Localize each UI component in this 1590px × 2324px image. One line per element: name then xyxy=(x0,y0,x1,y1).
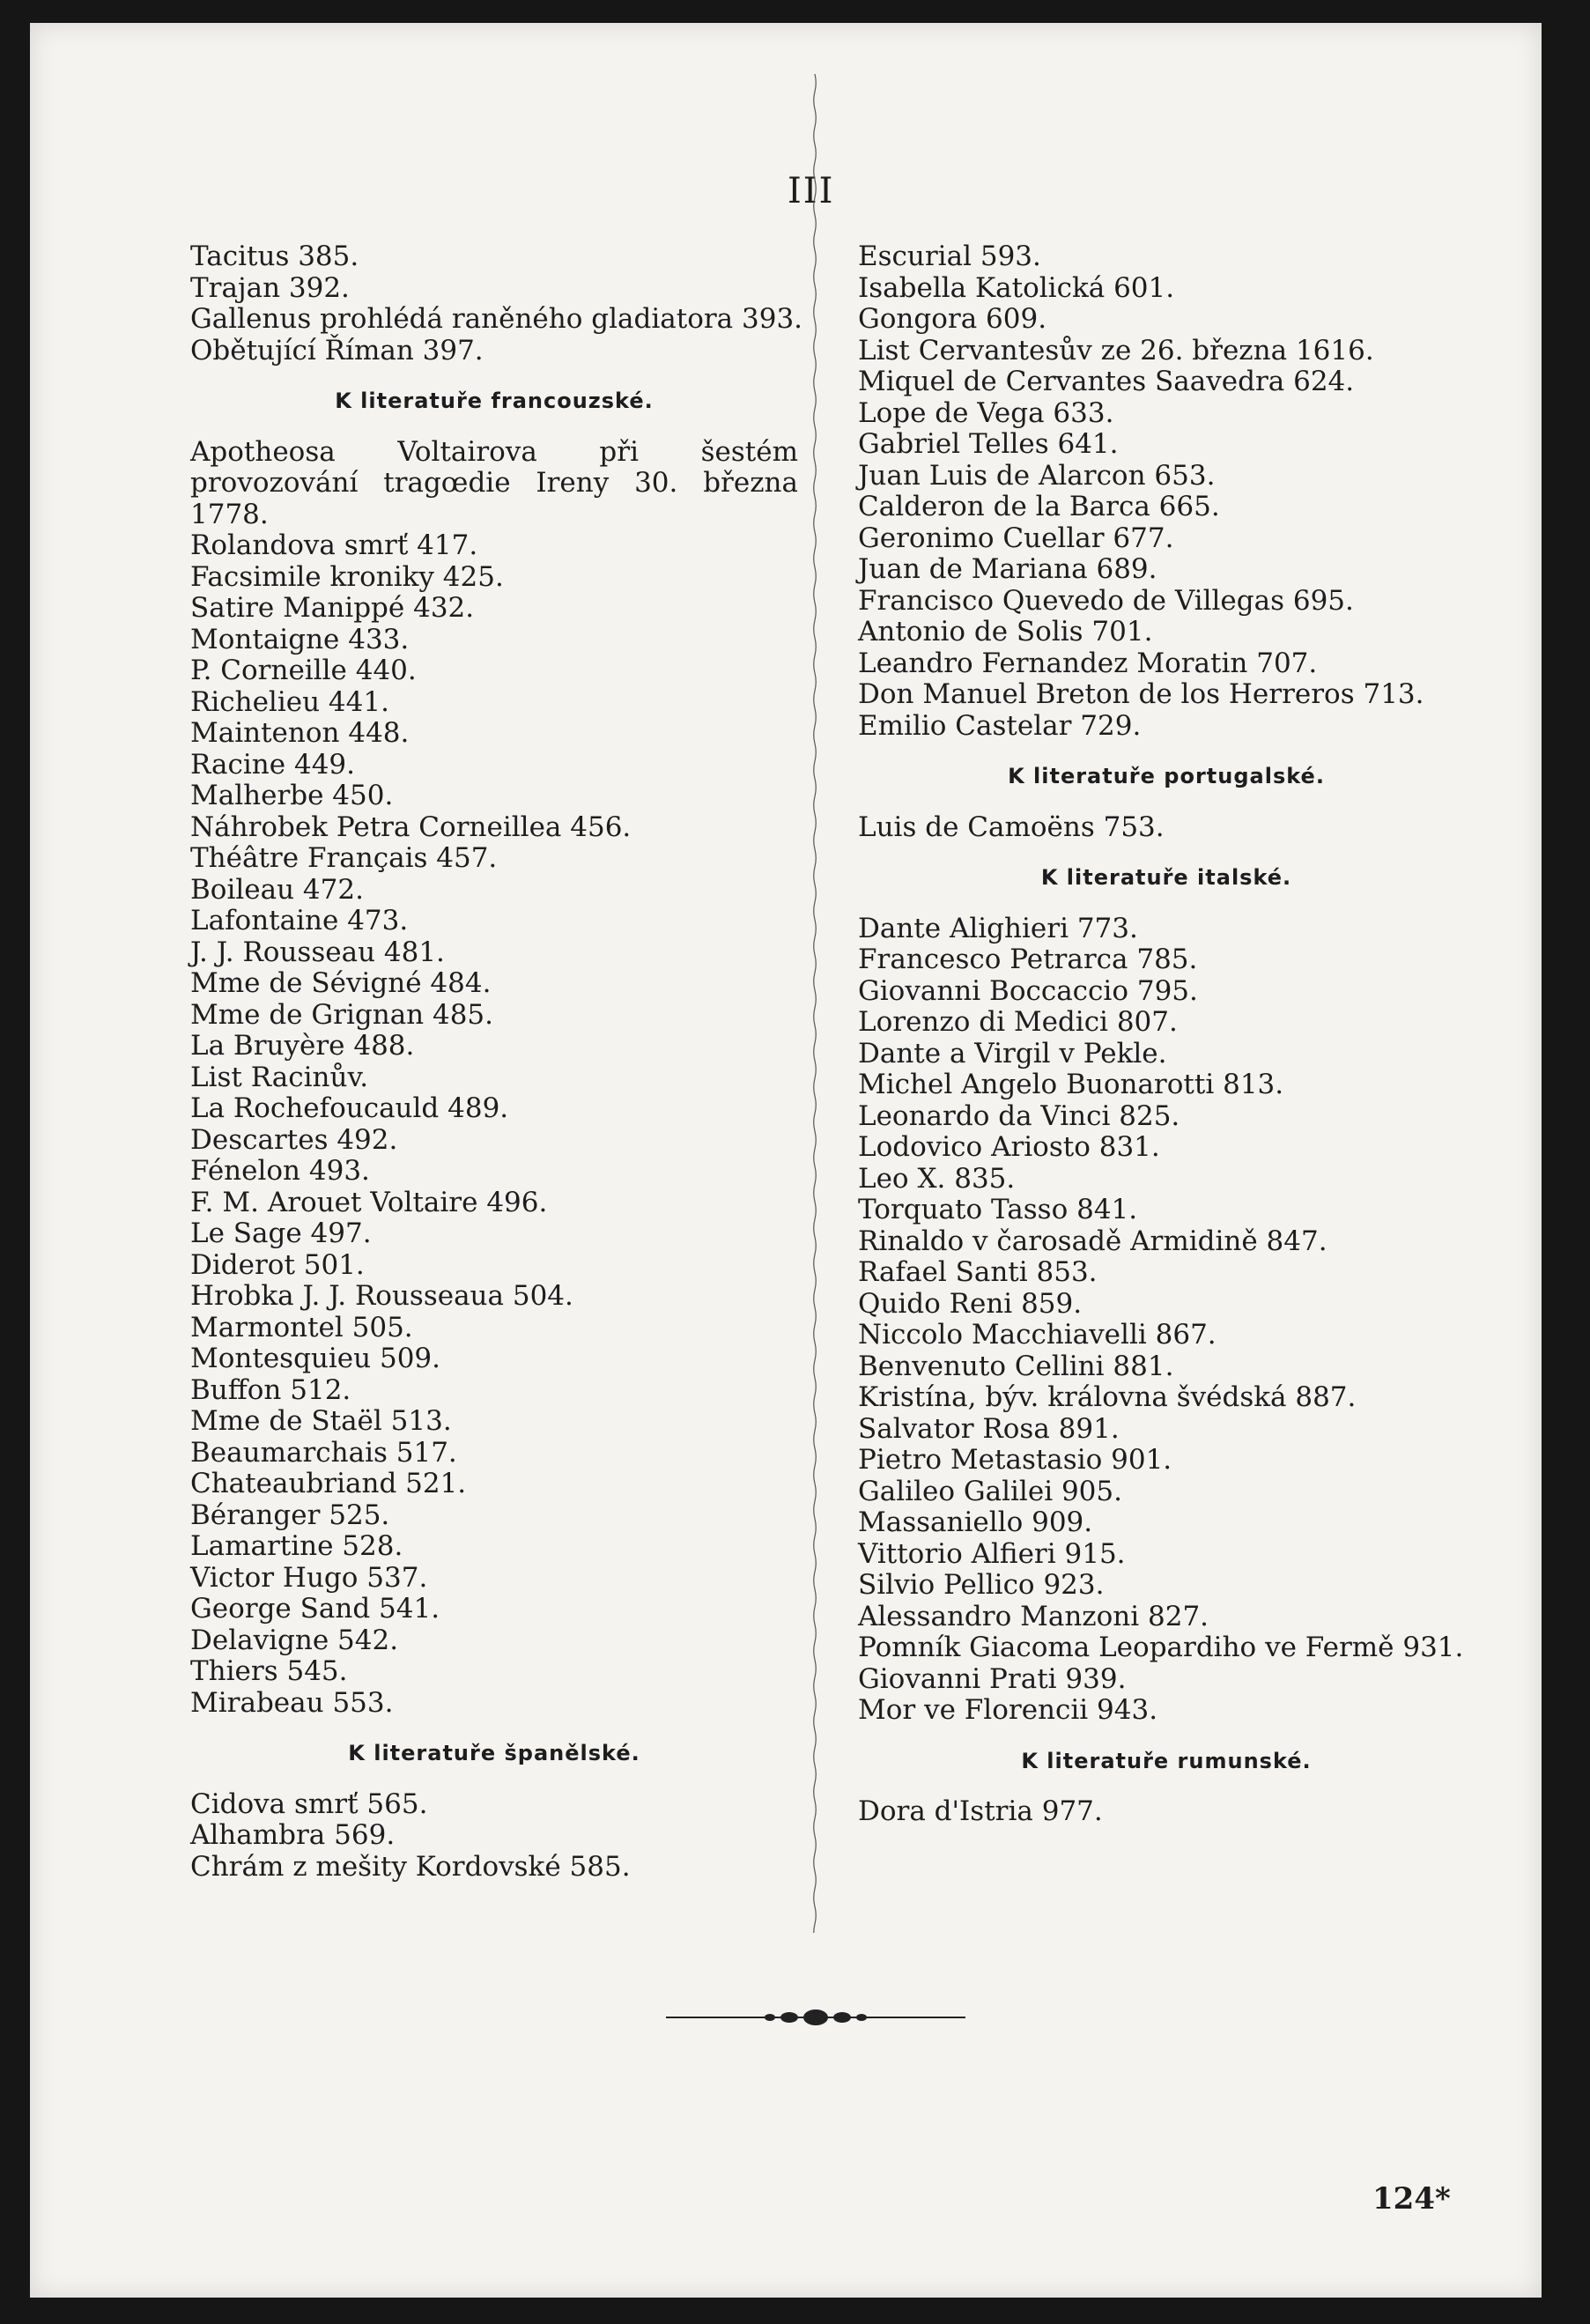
index-entry: Alessandro Manzoni 827. xyxy=(858,1600,1209,1632)
index-entry: Massaniello 909. xyxy=(858,1506,1093,1538)
section-heading: K literatuře rumunské. xyxy=(1021,1748,1312,1773)
index-entry: Gabriel Telles 641. xyxy=(858,428,1119,460)
index-entry: Pomník Giacoma Leopardiho ve Fermě 931. xyxy=(858,1632,1464,1663)
index-entry: Obětující Říman 397. xyxy=(190,334,484,366)
index-entry: La Rochefoucauld 489. xyxy=(190,1092,509,1124)
spacer xyxy=(858,894,1475,914)
index-entry: Mor ve Florencii 943. xyxy=(858,1694,1158,1726)
index-entry: Beaumarchais 517. xyxy=(190,1436,457,1469)
index-entry: Montaigne 433. xyxy=(190,623,410,655)
spacer xyxy=(858,742,1475,761)
index-entry: J. J. Rousseau 481. xyxy=(190,936,445,968)
section-heading: K literatuře španělské. xyxy=(348,1741,640,1765)
index-entry: Lodovico Ariosto 831. xyxy=(858,1131,1160,1163)
index-entry: Facsimile kroniky 425. xyxy=(190,560,504,593)
index-entry: Mme de Sévigné 484. xyxy=(190,967,492,999)
index-entry: Dora d'Istria 977. xyxy=(858,1795,1103,1827)
index-entry: Torquato Tasso 841. xyxy=(858,1194,1138,1225)
ornament-divider xyxy=(666,2000,965,2035)
section-heading: K literatuře portugalské. xyxy=(1008,764,1325,788)
index-entry: Maintenon 448. xyxy=(190,717,410,749)
spacer xyxy=(190,1770,798,1789)
index-entry: Alhambra 569. xyxy=(190,1819,396,1851)
index-entry: List Racinův. xyxy=(190,1061,369,1093)
index-entry: Juan Luis de Alarcon 653. xyxy=(858,459,1216,492)
index-entry: Hrobka J. J. Rousseaua 504. xyxy=(190,1280,573,1312)
index-entry: Lafontaine 473. xyxy=(190,905,409,936)
spacer xyxy=(190,366,798,386)
index-entry: Leonardo da Vinci 825. xyxy=(858,1099,1180,1132)
index-entry: Geronimo Cuellar 677. xyxy=(858,522,1174,554)
index-entry: Salvator Rosa 891. xyxy=(858,1412,1120,1445)
index-entry: Malherbe 450. xyxy=(190,780,394,811)
index-entry: Mme de Grignan 485. xyxy=(190,998,494,1031)
index-entry: F. M. Arouet Voltaire 496. xyxy=(190,1186,548,1218)
page-folio: III xyxy=(788,171,835,211)
index-entry: Leo X. 835. xyxy=(858,1162,1016,1195)
index-entry: Victor Hugo 537. xyxy=(190,1561,428,1594)
index-entry: Dante a Virgil v Pekle. xyxy=(858,1037,1167,1069)
index-entry: Francisco Quevedo de Villegas 695. xyxy=(858,584,1354,617)
index-entry: Chrám z mešity Kordovské 585. xyxy=(190,1850,631,1883)
index-entry: Escurial 593. xyxy=(858,241,1041,272)
spacer xyxy=(190,418,798,437)
page-sheet xyxy=(30,23,1542,2298)
spacer xyxy=(858,1727,1475,1746)
spacer xyxy=(858,793,1475,812)
index-entry: Pietro Metastasio 901. xyxy=(858,1444,1172,1476)
index-entry: Trajan 392. xyxy=(190,271,350,304)
index-entry: Cidova smrť 565. xyxy=(190,1787,428,1820)
index-entry: Descartes 492. xyxy=(190,1123,398,1156)
index-entry: Mme de Staël 513. xyxy=(190,1405,452,1437)
index-entry: Satire Manippé 432. xyxy=(190,592,475,624)
index-entry: Apotheosa Voltairova při šestém provozování tragœdie Ireny 30. března 1778. xyxy=(190,435,798,530)
right-column xyxy=(858,241,1475,1828)
index-entry: Rolandova smrť 417. xyxy=(190,529,478,561)
index-entry: Mirabeau 553. xyxy=(190,1686,394,1719)
index-entry: Miquel de Cervantes Saavedra 624. xyxy=(858,366,1355,397)
index-entry: Dante Alighieri 773. xyxy=(858,912,1138,944)
index-entry: Delavigne 542. xyxy=(190,1624,399,1656)
index-entry: Marmontel 505. xyxy=(190,1311,413,1343)
spacer xyxy=(858,1777,1475,1796)
index-entry: Tacitus 385. xyxy=(190,241,359,272)
index-entry: List Cervantesův ze 26. března 1616. xyxy=(858,334,1374,366)
index-entry: Diderot 501. xyxy=(190,1248,365,1281)
index-entry: Leandro Fernandez Moratin 707. xyxy=(858,647,1318,679)
index-entry: Lamartine 528. xyxy=(190,1530,403,1562)
index-entry: Niccolo Macchiavelli 867. xyxy=(858,1319,1217,1351)
spacer xyxy=(190,1719,798,1738)
index-entry: Michel Angelo Buonarotti 813. xyxy=(858,1069,1284,1100)
index-entry: Silvio Pellico 923. xyxy=(858,1569,1105,1601)
index-entry: Rafael Santi 853. xyxy=(858,1256,1098,1288)
index-entry: Fénelon 493. xyxy=(190,1155,370,1187)
left-column xyxy=(190,241,803,1883)
index-entry: Luis de Camoëns 753. xyxy=(858,810,1165,843)
index-entry: Chateaubriand 521. xyxy=(190,1468,467,1499)
index-entry: Gongora 609. xyxy=(858,303,1047,335)
index-entry: Boileau 472. xyxy=(190,873,364,906)
index-entry: Lorenzo di Medici 807. xyxy=(858,1006,1178,1038)
index-entry: Juan de Mariana 689. xyxy=(858,553,1157,585)
signature-mark: 124* xyxy=(1372,2181,1451,2217)
index-entry: Galileo Galilei 905. xyxy=(858,1475,1122,1507)
index-entry: La Bruyère 488. xyxy=(190,1030,415,1062)
index-entry: Richelieu 441. xyxy=(190,685,389,718)
index-entry: Náhrobek Petra Corneillea 456. xyxy=(190,810,632,843)
index-entry: Buffon 512. xyxy=(190,1373,351,1406)
index-entry: Thiers 545. xyxy=(190,1655,348,1687)
index-entry: Giovanni Boccaccio 795. xyxy=(858,974,1198,1007)
index-entry: Gallenus prohlédá raněného gladiatora 393. xyxy=(190,303,803,335)
index-entry: Vittorio Alfieri 915. xyxy=(858,1537,1126,1570)
spacer xyxy=(858,843,1475,862)
section-heading: K literatuře francouzské. xyxy=(335,389,654,413)
index-entry: Quido Reni 859. xyxy=(858,1287,1083,1320)
index-entry: Kristína, býv. královna švédská 887. xyxy=(858,1381,1357,1413)
index-entry: Benvenuto Cellini 881. xyxy=(858,1350,1174,1382)
index-entry: Antonio de Solis 701. xyxy=(858,616,1153,648)
index-entry: George Sand 541. xyxy=(190,1593,440,1625)
index-entry: Montesquieu 509. xyxy=(190,1343,440,1374)
index-entry: Le Sage 497. xyxy=(190,1218,372,1249)
index-entry: Rinaldo v čarosadě Armidině 847. xyxy=(858,1225,1327,1257)
index-entry: Calderon de la Barca 665. xyxy=(858,491,1220,522)
index-entry: Isabella Katolická 601. xyxy=(858,271,1175,304)
index-entry: Théâtre Français 457. xyxy=(190,842,498,874)
index-entry: Béranger 525. xyxy=(190,1499,390,1531)
index-entry: Don Manuel Breton de los Herreros 713. xyxy=(858,678,1424,710)
index-entry: Emilio Castelar 729. xyxy=(858,709,1142,742)
index-entry: Giovanni Prati 939. xyxy=(858,1662,1127,1695)
index-entry: P. Corneille 440. xyxy=(190,655,417,686)
index-entry: Racine 449. xyxy=(190,748,355,781)
index-entry: Lope de Vega 633. xyxy=(858,396,1114,429)
section-heading: K literatuře italské. xyxy=(1040,865,1292,890)
column-divider xyxy=(812,74,817,1933)
index-entry: Francesco Petrarca 785. xyxy=(858,944,1198,975)
